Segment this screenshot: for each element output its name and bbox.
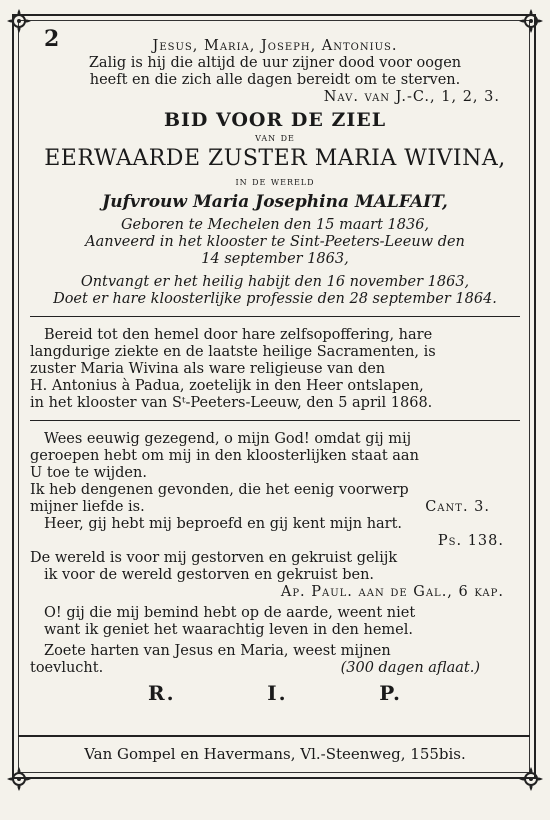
epigraph-line: Zalig is hij die altijd de uur zijner dood voor oogen [88,55,462,71]
paragraph-line: langdurige ziekte en de laatste heilige Sacramenten, is [30,344,436,360]
rip-line [30,681,520,705]
heading-van-de: van de [255,131,295,144]
prayer-line: Ik heb dengenen gevonden, die het eenig voorwerp [30,482,409,498]
rip-letter: P. [379,681,402,705]
prayer-line: want ik geniet het waarachtig leven in den hemel. [44,622,413,638]
rip-letter: R. [148,681,176,705]
rip-letter: I. [267,681,288,705]
prayer-line: De wereld is voor mij gestorven en gekruist gelijk [30,550,398,566]
invocation: Jesus, Maria, Joseph, Antonius. [152,38,398,54]
prayer-text: mijner liefde is. [30,499,145,515]
printer-divider [18,735,530,737]
page-mark: 2 [44,26,60,52]
prayer-line-with-source [30,499,520,516]
epigraph-source: Nav. van J.-C., 1, 2, 3. [323,89,500,105]
heading-in-de-wereld: in de wereld [235,175,315,188]
epigraph-line: heeft en die zich alle dagen bereidt om te sterven. [89,72,461,88]
source-ref: Ps. 138. [437,533,504,549]
prayer-text: toevlucht. [30,660,104,676]
heading-sister-name: EERWAARDE ZUSTER MARIA WIVINA, [44,146,506,171]
prayer-line: O! gij die mij bemind hebt op de aarde, weent niet [44,605,416,621]
corner-ornament-bottom-left [4,764,34,794]
divider [30,420,520,421]
prayer-line: geroepen hebt om mij in den kloosterlijken staat aan [30,448,419,464]
heading-pray: BID VOOR DE ZIEL [163,109,387,131]
prayer-line-with-indulgence [30,660,520,677]
source-ref: Cant. 3. [425,499,490,515]
prayer-line: ik voor de wereld gestorven en gekruist ben. [44,567,375,583]
corner-ornament-bottom-right [516,764,546,794]
source-ref: Ap. Paul. aan de Gal., 6 kap. [280,584,504,600]
paragraph-line: Bereid tot den hemel door hare zelfsopoffering, hare [44,327,433,343]
secular-name: Jufvrouw Maria Josephina MALFAIT, [102,192,448,212]
bio-line: Doet er hare kloosterlijke professie den 28 september 1864. [53,291,497,307]
card-text [30,28,520,705]
prayer-line: U toe te wijden. [30,465,147,481]
bio-line: Geboren te Mechelen den 15 maart 1836, [120,217,430,233]
paragraph-line: H. Antonius à Padua, zoetelijk in den Heer ontslapen, [30,378,424,394]
prayer-line: Zoete harten van Jesus en Maria, weest mijnen [44,643,391,659]
prayer-line: Heer, gij hebt mij beproefd en gij kent mijn hart. [44,516,403,532]
printer-imprint: Van Gompel en Havermans, Vl.-Steenweg, 155bis. [84,745,466,763]
corner-ornament-top-right [516,6,546,36]
divider [30,316,520,317]
prayer-line: Wees eeuwig gezegend, o mijn God! omdat gij mij [44,431,412,447]
bio-line: 14 september 1863, [201,251,349,267]
bio-line: Ontvangt er het heilig habijt den 16 november 1863, [80,274,470,290]
indulgence-note: (300 dagen aflaat.) [340,660,480,676]
paragraph-line: zuster Maria Wivina als ware religieuse van den [30,361,386,377]
paragraph-line: in het klooster van Sᵗ-Peeters-Leeuw, den 5 april 1868. [30,395,433,411]
bio-line: Aanveerd in het klooster te Sint-Peeters-Leeuw den [85,234,465,250]
